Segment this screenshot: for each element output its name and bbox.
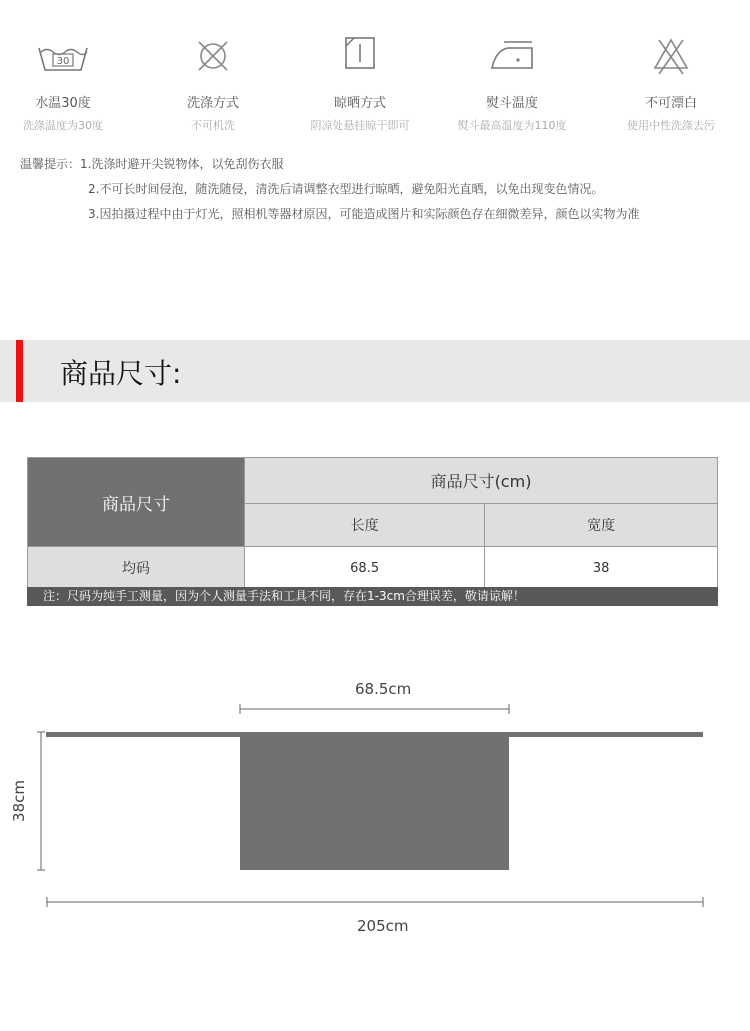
section-title: 商品尺寸:	[60, 357, 182, 390]
tip-line-1: 温馨提示：1.洗涤时避开尖锐物体，以免刮伤衣服	[20, 157, 284, 171]
section-header	[0, 340, 750, 402]
svg-text:30: 30	[56, 56, 70, 67]
care-title: 洗涤方式	[186, 96, 239, 111]
no-machine-wash-icon	[185, 30, 241, 86]
top-dimension-label: 68.5cm	[355, 680, 412, 698]
iron-icon	[482, 30, 542, 86]
care-item-water-temp	[0, 30, 138, 133]
care-item-drying	[285, 30, 435, 133]
section-accent-bar	[16, 340, 23, 402]
care-subtitle: 阴凉处悬挂晾干即可	[310, 119, 410, 132]
dimension-drawing	[0, 670, 750, 940]
product-body	[240, 732, 509, 870]
care-subtitle: 熨斗最高温度为110度	[457, 119, 567, 132]
column-header-width: 宽度	[485, 504, 718, 547]
care-title: 水温30度	[35, 96, 91, 111]
care-item-ironing	[437, 30, 587, 133]
care-tips	[20, 152, 639, 227]
table-group-header: 商品尺寸(cm)	[245, 458, 718, 504]
wash-30-icon	[33, 30, 93, 86]
table-row	[28, 547, 718, 590]
column-header-length: 长度	[245, 504, 485, 547]
tip-line-2: 2.不可长时间侵泡，随洗随侵，清洗后请调整衣型进行晾晒，避免阳光直晒，以免出现变色情况。	[88, 182, 604, 196]
care-item-wash-method	[138, 30, 288, 133]
care-title: 晾晒方式	[333, 96, 386, 111]
bottom-dimension-label: 205cm	[357, 917, 409, 935]
care-title: 不可漂白	[644, 96, 697, 111]
row-label-size: 均码	[28, 547, 245, 590]
table-corner-header: 商品尺寸	[28, 458, 245, 547]
care-subtitle: 不可机洗	[191, 119, 235, 132]
cell-length: 68.5	[245, 547, 485, 590]
measurement-note: 注：尺码为纯手工测量，因为个人测量手法和工具不同，存在1-3cm合理误差，敬请谅解！	[27, 587, 718, 606]
no-bleach-icon	[643, 30, 699, 86]
table-header-row	[28, 458, 718, 504]
dimension-diagram	[0, 670, 750, 940]
care-title: 熨斗温度	[485, 96, 538, 111]
cell-width: 38	[485, 547, 718, 590]
tips-label: 温馨提示：	[20, 157, 81, 171]
care-instructions	[0, 30, 750, 140]
side-dimension-label: 38cm	[9, 780, 28, 822]
care-subtitle: 洗涤温度为30度	[23, 119, 103, 132]
care-item-bleach	[596, 30, 746, 133]
hang-dry-icon	[332, 30, 388, 86]
tip-line-3: 3.因拍摄过程中由于灯光，照相机等器材原因，可能造成图片和实际颜色存在细微差异，颜色以实物为准	[88, 207, 640, 221]
care-subtitle: 使用中性洗涤去污	[627, 119, 715, 132]
size-table	[27, 457, 718, 590]
